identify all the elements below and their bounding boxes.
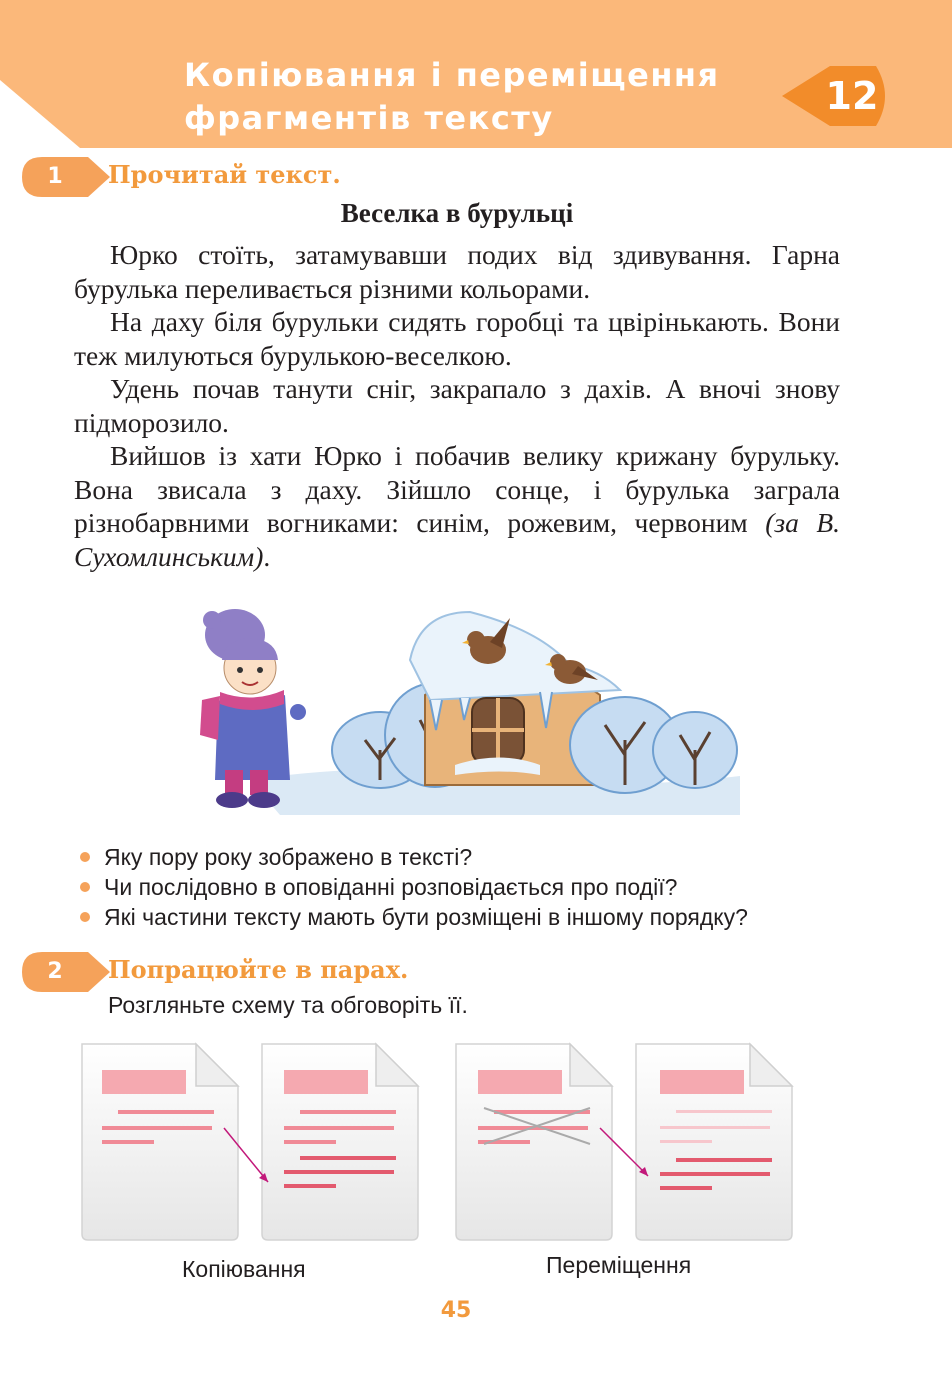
document-icon <box>456 1044 612 1240</box>
task-2-instruction: Розгляньте схему та обговоріть її. <box>108 992 468 1018</box>
story-end-punct: . <box>263 540 271 572</box>
document-icon <box>262 1044 418 1240</box>
question-text: Чи послідовно в оповіданні розповідається про події? <box>104 874 678 900</box>
story-paragraph: Удень почав танути сніг, закрапало з дахів. А вночі знову підморозило. <box>74 373 840 438</box>
question-list <box>78 842 858 932</box>
document-icon <box>82 1044 238 1240</box>
title-line-2: фрагментів тексту <box>184 99 554 137</box>
task-2-number: 2 <box>47 959 63 984</box>
task-1-number: 1 <box>47 164 63 189</box>
bullet-icon <box>80 852 90 862</box>
question-text: Яку пору року зображено в тексті? <box>104 844 473 870</box>
story-paragraph-text: Вийшов із хати Юрко і побачив велику крижану бурульку. Вона звисала з даху. Зійшло сонце, і бурулька заграла різнобарвними вогниками: синім, рожевим, червоним <box>74 440 840 538</box>
task-2-title: Попрацюйте в парах. <box>108 955 409 984</box>
story-paragraph: На даху біля бурульки сидять горобці та цвірінькають. Вони теж милуються бурулькою-веселкою. <box>74 306 840 371</box>
story-text <box>74 238 840 573</box>
move-caption: Переміщення <box>546 1252 692 1278</box>
list-item <box>78 842 858 872</box>
title-line-1: Копіювання і переміщення <box>184 56 720 94</box>
bullet-icon <box>80 882 90 892</box>
list-item <box>78 902 858 932</box>
question-text: Які частини тексту мають бути розміщені в іншому порядку? <box>104 904 748 930</box>
winter-illustration <box>180 600 750 825</box>
lesson-header <box>0 0 952 148</box>
bullet-icon <box>80 912 90 922</box>
story-title: Веселка в бурульці <box>340 198 574 228</box>
story-paragraph: Юрко стоїть, затамувавши подих від здивування. Гарна бурулька переливається різними кольорами. <box>74 239 840 304</box>
story-attribution: (за В. Сухомлинським) <box>74 507 841 572</box>
task-1-badge <box>22 157 110 197</box>
list-item <box>78 872 858 902</box>
task-1-title: Прочитай текст. <box>108 160 341 189</box>
document-icon <box>636 1044 792 1240</box>
lesson-number: 12 <box>825 74 879 118</box>
copy-caption: Копіювання <box>182 1256 306 1282</box>
page-number: 45 <box>440 1298 472 1323</box>
task-2-badge <box>22 952 110 992</box>
lesson-title <box>184 54 784 140</box>
story-paragraph <box>74 439 840 573</box>
copy-move-scheme <box>70 1036 810 1246</box>
